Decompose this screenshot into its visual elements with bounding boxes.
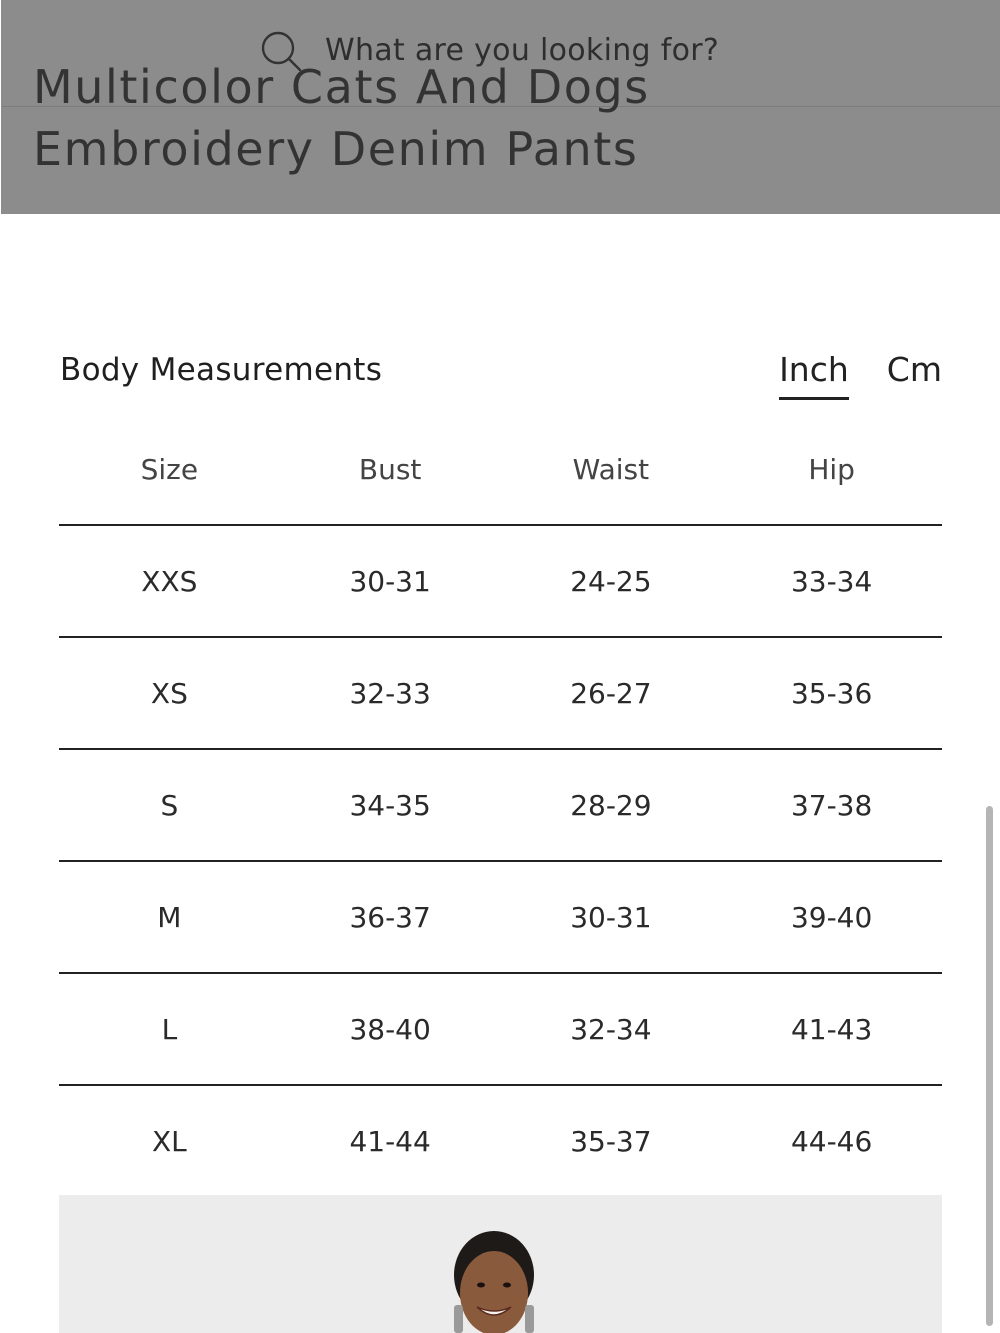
table-row bbox=[59, 861, 942, 973]
cell-waist: 30-31 bbox=[501, 861, 722, 973]
model-photo bbox=[59, 1195, 942, 1333]
scrollbar-thumb[interactable] bbox=[986, 806, 993, 1326]
unit-inch-tab[interactable]: Inch bbox=[779, 350, 849, 400]
product-title: Multicolor Cats And Dogs Embroidery Denim Pants bbox=[33, 60, 650, 176]
cell-size: L bbox=[59, 973, 280, 1085]
cell-waist: 24-25 bbox=[501, 525, 722, 637]
column-header-size: Size bbox=[59, 415, 280, 525]
cell-bust: 34-35 bbox=[280, 749, 501, 861]
table-row bbox=[59, 1085, 942, 1196]
cell-size: S bbox=[59, 749, 280, 861]
cell-bust: 41-44 bbox=[349, 1124, 431, 1158]
column-header-hip: Hip bbox=[721, 415, 942, 525]
column-header-waist: Waist bbox=[501, 415, 722, 525]
body-measurements-heading: Body Measurements bbox=[60, 352, 383, 388]
cell-bust: 36-37 bbox=[280, 861, 501, 973]
table-header-row bbox=[59, 415, 942, 525]
table-row bbox=[59, 749, 942, 861]
unit-cm-tab[interactable]: Cm bbox=[886, 350, 942, 389]
table-row bbox=[59, 525, 942, 637]
cell-hip: 35-36 bbox=[721, 637, 942, 749]
size-chart-table bbox=[59, 415, 942, 1196]
cell-waist: 28-29 bbox=[501, 749, 722, 861]
cell-hip: 33-34 bbox=[721, 525, 942, 637]
header-overlay bbox=[1, 0, 1000, 214]
unit-toggle bbox=[779, 350, 942, 400]
cell-size: XL bbox=[151, 1124, 187, 1158]
table-row bbox=[59, 637, 942, 749]
cell-waist: 26-27 bbox=[501, 637, 722, 749]
table-row bbox=[59, 973, 942, 1085]
cell-hip: 37-38 bbox=[721, 749, 942, 861]
cell-size: XXS bbox=[59, 525, 280, 637]
cell-hip: 41-43 bbox=[721, 973, 942, 1085]
cell-waist: 32-34 bbox=[501, 973, 722, 1085]
cell-size: XS bbox=[59, 637, 280, 749]
column-header-bust: Bust bbox=[280, 415, 501, 525]
cell-waist: 35-37 bbox=[570, 1124, 652, 1158]
cell-bust: 38-40 bbox=[280, 973, 501, 1085]
cell-size: M bbox=[59, 861, 280, 973]
cell-bust: 32-33 bbox=[280, 637, 501, 749]
cell-hip: 44-46 bbox=[790, 1124, 873, 1158]
cell-bust: 30-31 bbox=[280, 525, 501, 637]
search-input[interactable]: What are you looking for? bbox=[325, 32, 720, 68]
cell-hip: 39-40 bbox=[721, 861, 942, 973]
